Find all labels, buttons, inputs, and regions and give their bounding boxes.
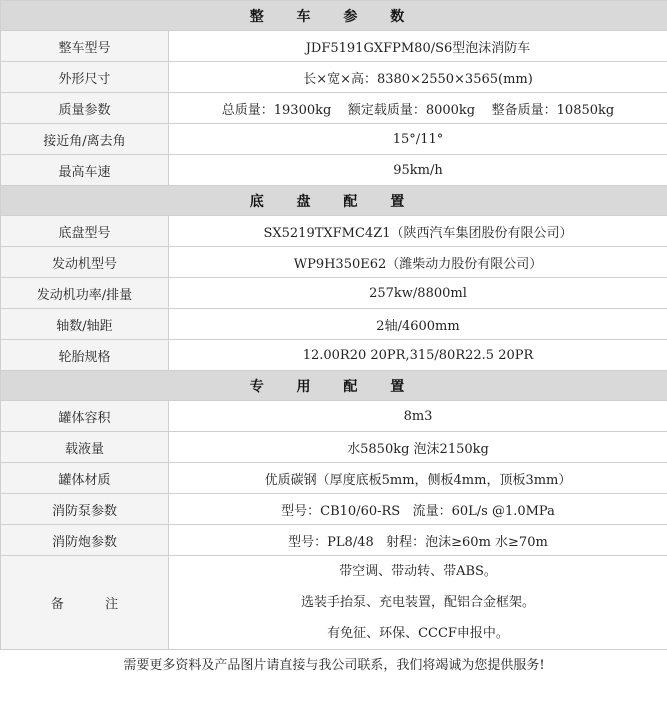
row-label: 轴数/轴距	[1, 309, 169, 340]
row-label: 罐体容积	[1, 401, 169, 432]
table-row	[1, 432, 667, 463]
row-value: 2轴/4600mm	[169, 309, 667, 340]
row-value: 型号：CB10/60-RS 流量：60L/s @1.0MPa	[169, 494, 667, 525]
section-header-special	[1, 371, 667, 401]
remark-line: 带空调、带动转、带ABS。	[339, 564, 497, 579]
row-value: 8m3	[169, 401, 667, 432]
table-row	[1, 247, 667, 278]
table-row	[1, 278, 667, 309]
section-title: 底 盘 配 置	[1, 186, 667, 216]
row-label: 载液量	[1, 432, 169, 463]
row-label: 质量参数	[1, 93, 169, 124]
remarks-content	[169, 556, 667, 650]
row-label: 发动机功率/排量	[1, 278, 169, 309]
row-label: 消防炮参数	[1, 525, 169, 556]
row-value: JDF5191GXFPM80/S6型泡沫消防车	[169, 31, 667, 62]
row-value: 水5850kg 泡沫2150kg	[169, 432, 667, 463]
table-row	[1, 525, 667, 556]
row-value: 12.00R20 20PR,315/80R22.5 20PR	[169, 340, 667, 371]
row-value: 257kw/8800ml	[169, 278, 667, 309]
table-row	[1, 216, 667, 247]
row-label: 轮胎规格	[1, 340, 169, 371]
section-title: 整 车 参 数	[1, 1, 667, 31]
table-row	[1, 463, 667, 494]
table-row	[1, 155, 667, 186]
row-value: 总质量：19300kg 额定载质量：8000kg 整备质量：10850kg	[169, 93, 667, 124]
remark-line: 选装手抬泵、充电装置，配铝合金框架。	[300, 595, 535, 610]
table-row	[1, 401, 667, 432]
row-label: 外形尺寸	[1, 62, 169, 93]
footer-note: 需要更多资料及产品图片请直接与我公司联系，我们将竭诚为您提供服务!	[1, 650, 667, 678]
table-row	[1, 62, 667, 93]
row-label: 罐体材质	[1, 463, 169, 494]
row-value: 长×宽×高：8380×2550×3565(mm)	[169, 62, 667, 93]
table-row	[1, 340, 667, 371]
row-label: 发动机型号	[1, 247, 169, 278]
remarks-label: 备 注	[1, 556, 169, 650]
section-header-vehicle	[1, 1, 667, 31]
section-title: 专 用 配 置	[1, 371, 667, 401]
table-row	[1, 309, 667, 340]
row-value: 95km/h	[169, 155, 667, 186]
row-label: 整车型号	[1, 31, 169, 62]
row-value: 15°/11°	[169, 124, 667, 155]
row-value: WP9H350E62（潍柴动力股份有限公司）	[169, 247, 667, 278]
section-header-chassis	[1, 186, 667, 216]
row-label: 接近角/离去角	[1, 124, 169, 155]
table-row	[1, 494, 667, 525]
row-label: 底盘型号	[1, 216, 169, 247]
remarks-row	[1, 556, 667, 650]
footer-row	[1, 650, 667, 678]
row-label: 消防泵参数	[1, 494, 169, 525]
table-row	[1, 31, 667, 62]
row-label: 最高车速	[1, 155, 169, 186]
remark-line: 有免征、环保、CCCF申报中。	[327, 626, 509, 641]
row-value: SX5219TXFMC4Z1（陕西汽车集团股份有限公司）	[169, 216, 667, 247]
row-value: 型号：PL8/48 射程：泡沫≥60m 水≥70m	[169, 525, 667, 556]
table-row	[1, 124, 667, 155]
table-row	[1, 93, 667, 124]
row-value: 优质碳钢（厚度底板5mm，侧板4mm，顶板3mm）	[169, 463, 667, 494]
